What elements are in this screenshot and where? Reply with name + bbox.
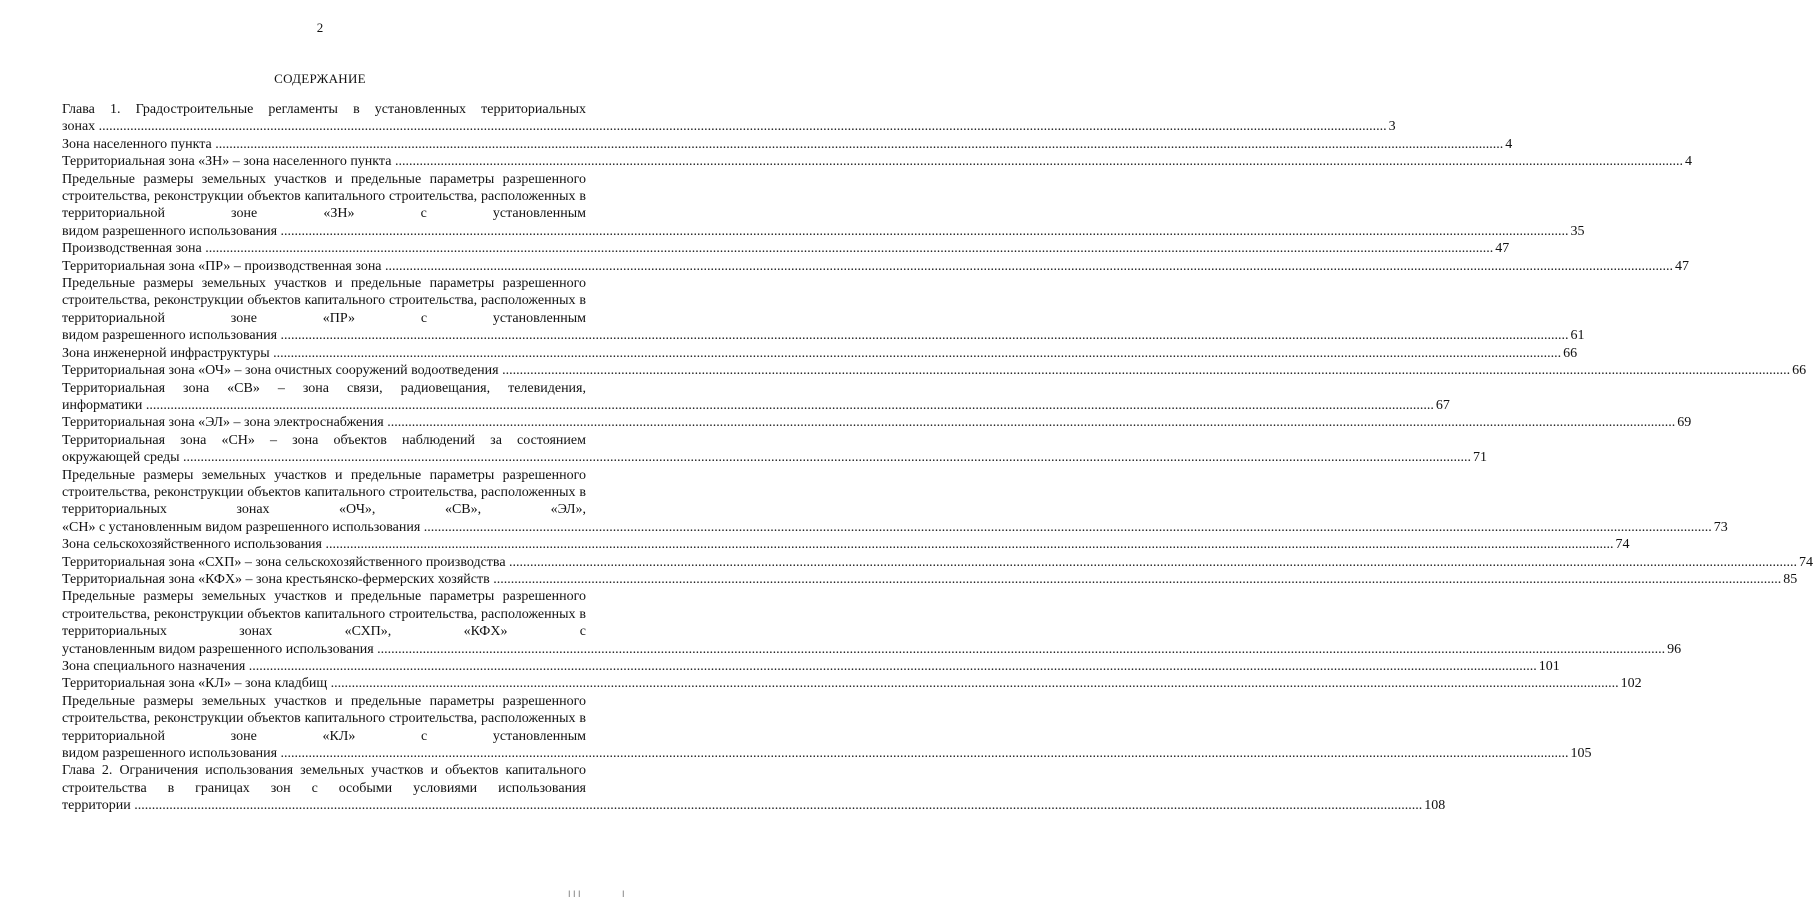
- toc-entry[interactable]: [62, 536, 1630, 553]
- toc-entry-page: 66: [1792, 363, 1807, 379]
- toc-entry-page: 96: [1667, 641, 1682, 657]
- toc-entry-line: [62, 675, 1642, 692]
- toc-entry-title: территории .....: [62, 797, 1422, 814]
- toc-entry-title: Территориальная зона «КФХ» – зона крестьянско-фермерских хозяйств .....: [62, 571, 1781, 588]
- toc-entry-line: [62, 571, 1798, 588]
- toc-entry-line: [62, 449, 1488, 466]
- toc-entry-title: Зона специального назначения .....: [62, 658, 1537, 675]
- toc-entry-page: 4: [1684, 154, 1692, 170]
- toc-entry[interactable]: [62, 345, 1578, 362]
- toc-entry-text: Предельные размеры земельных участков и предельные параметры разрешенного строительства, реконструкции объектов капитального строительства, расположенных в территориальной зоне «ЗН» с установленным: [62, 171, 586, 222]
- toc-entry-title: видом разрешенного использования .....: [62, 223, 1569, 240]
- toc-entry-line: [62, 258, 1690, 275]
- toc-entry[interactable]: [62, 380, 1450, 415]
- toc-entry-page: 85: [1783, 571, 1798, 587]
- footer-mark-right: I: [622, 889, 625, 899]
- toc-entry-page: 74: [1615, 537, 1630, 553]
- toc-entry-line: [62, 641, 1682, 658]
- toc-entry-text: Территориальная зона «СВ» – зона связи, радиовещания, телевидения,: [62, 380, 586, 396]
- toc-entry-page: 3: [1388, 119, 1396, 135]
- page-number: 2: [316, 20, 324, 35]
- toc-entry[interactable]: [62, 136, 1513, 153]
- toc-entry-title: информатики .....: [62, 397, 1434, 414]
- toc-entry-line: [62, 554, 1813, 571]
- toc-entry-title: зонах .....: [62, 118, 1387, 135]
- toc-entry-line: [62, 362, 1807, 379]
- toc-entry-page: 4: [1505, 136, 1513, 152]
- toc-entry-page: 69: [1677, 415, 1692, 431]
- toc-entry-page: 74: [1799, 554, 1813, 570]
- toc-entry-page: 61: [1570, 328, 1585, 344]
- footer-mark-left: I I I: [568, 889, 581, 899]
- toc-entry-title: Зона инженерной инфраструктуры .....: [62, 345, 1561, 362]
- toc-entry-line: [62, 118, 1396, 135]
- toc-entry-title: видом разрешенного использования .....: [62, 327, 1569, 344]
- toc-entry-text: Предельные размеры земельных участков и предельные параметры разрешенного строительства, реконструкции объектов капитального строительства, расположенных в территориальных зонах «СХП», «КФХ» с: [62, 589, 586, 640]
- toc-entry[interactable]: [62, 675, 1642, 692]
- toc-entry[interactable]: [62, 432, 1488, 467]
- toc-heading: СОДЕРЖАНИЕ: [274, 71, 366, 86]
- toc-entry-text: Территориальная зона «СН» – зона объектов наблюдений за состоянием: [62, 432, 586, 448]
- toc-entry-title: Зона населенного пункта .....: [62, 136, 1503, 153]
- toc-entry-title: окружающей среды .....: [62, 449, 1471, 466]
- toc-entry[interactable]: [62, 588, 1682, 658]
- toc-entry-title: установленным видом разрешенного использования .....: [62, 641, 1665, 658]
- toc-entry-line: [62, 153, 1692, 170]
- toc-entry-line: [62, 519, 1728, 536]
- toc-entry-line: [62, 397, 1450, 414]
- toc-entry-line: [62, 658, 1560, 675]
- toc-entry-page: 108: [1424, 798, 1446, 814]
- toc-entry[interactable]: [62, 171, 1585, 241]
- toc-entry-line: [62, 536, 1630, 553]
- toc-entry-page: 47: [1675, 258, 1690, 274]
- toc-entry[interactable]: [62, 693, 1592, 763]
- toc-entry-title: Территориальная зона «ОЧ» – зона очистных сооружений водоотведения .....: [62, 362, 1790, 379]
- toc-entry-title: Территориальная зона «СХП» – зона сельскохозяйственного производства .....: [62, 554, 1797, 571]
- toc-entry-line: [62, 136, 1513, 153]
- toc-entry-title: Территориальная зона «ПР» – производственная зона .....: [62, 258, 1673, 275]
- toc-entry[interactable]: [62, 762, 1446, 814]
- toc-entry[interactable]: [62, 658, 1560, 675]
- toc-entry-line: [62, 345, 1578, 362]
- toc-entry[interactable]: [62, 275, 1585, 345]
- toc-entry[interactable]: [62, 101, 1396, 136]
- toc-entry-title: «СН» с установленным видом разрешенного использования .....: [62, 519, 1712, 536]
- toc-entry-text: Глава 1. Градостроительные регламенты в установленных территориальных: [62, 102, 586, 117]
- toc-entry-page: 66: [1563, 345, 1578, 361]
- toc-entry-page: 101: [1538, 659, 1560, 674]
- toc-entry-page: 105: [1570, 746, 1592, 762]
- toc-entry-title: видом разрешенного использования .....: [62, 745, 1569, 762]
- toc-entry-line: [62, 327, 1585, 344]
- toc-entry-text: Предельные размеры земельных участков и предельные параметры разрешенного строительства, реконструкции объектов капитального строительства, расположенных в территориальной зоне «ПР» с установленным: [62, 276, 586, 326]
- toc-entry-title: Территориальная зона «ЭЛ» – зона электроснабжения .....: [62, 414, 1675, 431]
- toc-entry-page: 35: [1570, 223, 1585, 239]
- toc-entry-line: [62, 745, 1592, 762]
- toc-entry[interactable]: [62, 554, 1813, 571]
- toc-entry-page: 71: [1473, 450, 1488, 466]
- toc-entry-text: Предельные размеры земельных участков и предельные параметры разрешенного строительства, реконструкции объектов капитального строительства, расположенных в территориальных зонах «ОЧ», «СВ», «ЭЛ»,: [62, 467, 586, 518]
- toc-entry[interactable]: [62, 571, 1798, 588]
- toc-entry-title: Территориальная зона «ЗН» – зона населенного пункта .....: [62, 153, 1683, 170]
- toc-entry[interactable]: [62, 362, 1807, 379]
- toc-entry-title: Территориальная зона «КЛ» – зона кладбищ .....: [62, 675, 1619, 692]
- table-of-contents: [62, 101, 1813, 815]
- toc-entry[interactable]: [62, 153, 1692, 170]
- toc-entry-title: Производственная зона .....: [62, 240, 1493, 257]
- toc-entry-text: Глава 2. Ограничения использования земельных участков и объектов капитального строительства в границах зон с особыми условиями использования: [62, 763, 586, 796]
- toc-entry-line: [62, 240, 1510, 257]
- toc-entry[interactable]: [62, 414, 1692, 431]
- toc-entry-line: [62, 414, 1692, 431]
- toc-entry-title: Зона сельскохозяйственного использования .....: [62, 536, 1613, 553]
- toc-entry[interactable]: [62, 467, 1728, 537]
- toc-entry-text: Предельные размеры земельных участков и предельные параметры разрешенного строительства, реконструкции объектов капитального строительства, расположенных в территориальной зоне «КЛ» с установленным: [62, 693, 586, 744]
- toc-entry[interactable]: [62, 240, 1510, 257]
- toc-entry[interactable]: [62, 258, 1690, 275]
- toc-entry-page: 47: [1495, 241, 1510, 257]
- toc-entry-line: [62, 797, 1446, 814]
- toc-entry-line: [62, 223, 1585, 240]
- toc-entry-page: 102: [1620, 676, 1642, 692]
- toc-entry-page: 73: [1713, 519, 1728, 535]
- toc-entry-page: 67: [1435, 397, 1450, 413]
